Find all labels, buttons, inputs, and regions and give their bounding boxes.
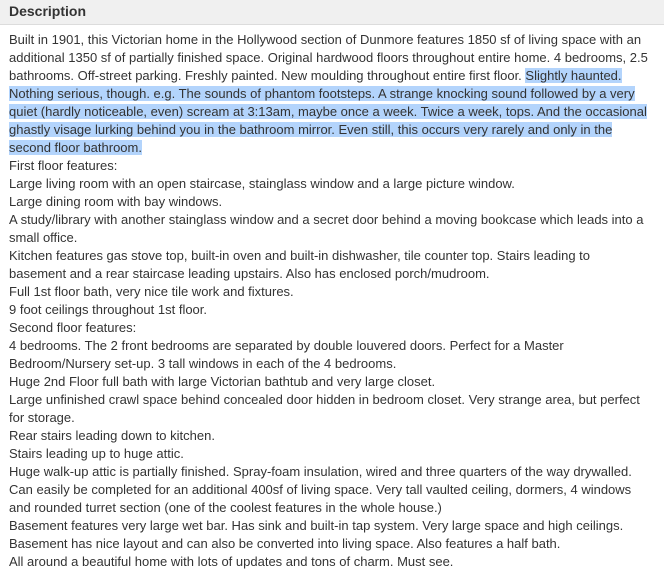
description-line: [9, 337, 661, 355]
description-line: [9, 175, 661, 193]
line-text: Full 1st floor bath, very nice tile work and fixtures.: [9, 284, 294, 299]
line-text: 4 bedrooms. The 2 front bedrooms are separated by double louvered doors. Perfect for a Master: [9, 338, 564, 353]
line-text: Basement features very large wet bar. Has sink and built-in tap system. Very large space and high ceilings.: [9, 518, 624, 533]
line-text: Basement has nice layout and can also be converted into living space. Also features a half bath.: [9, 536, 561, 551]
description-line: [9, 283, 661, 301]
selected-text: second floor bathroom.: [9, 140, 142, 155]
line-text: Stairs leading up to huge attic.: [9, 446, 184, 461]
description-line: [9, 103, 661, 121]
line-text: small office.: [9, 230, 78, 245]
line-text: Large dining room with bay windows.: [9, 194, 223, 209]
line-text: Large unfinished crawl space behind concealed door hidden in bedroom closet. Very strange area, but perfect: [9, 392, 640, 407]
description-line: [9, 427, 661, 445]
description-line: [9, 247, 661, 265]
section-header: [0, 0, 664, 25]
description-line: [9, 67, 661, 85]
description-line: [9, 445, 661, 463]
description-line: [9, 373, 661, 391]
description-line: [9, 157, 661, 175]
section-title: Description: [9, 3, 87, 19]
description-line: [9, 265, 661, 283]
line-text: All around a beautiful home with lots of updates and tons of charm. Must see.: [9, 554, 454, 569]
line-text: First floor features:: [9, 158, 118, 173]
description-line: [9, 85, 661, 103]
description-line: [9, 391, 661, 409]
description-line: [9, 481, 661, 499]
description-line: [9, 301, 661, 319]
selected-text: ghastly visage lurking behind you in the bathroom mirror. Even still, this occurs very rarely and only in the: [9, 122, 613, 137]
line-text: 9 foot ceilings throughout 1st floor.: [9, 302, 208, 317]
line-text: Rear stairs leading down to kitchen.: [9, 428, 215, 443]
description-line: [9, 463, 661, 481]
description-line: [9, 211, 661, 229]
line-text: Kitchen features gas stove top, built-in oven and built-in dishwasher, tile counter top. Stairs leading to: [9, 248, 591, 263]
line-text: Huge walk-up attic is partially finished. Spray-foam insulation, wired and three quarters of the way drywalled.: [9, 464, 632, 479]
description-line: [9, 553, 661, 571]
description-text[interactable]: [9, 31, 661, 571]
line-text: additional 1350 sf of partially finished space. Original hardwood floors throughout entire home. 4 bedrooms, 2.5: [9, 50, 648, 65]
selected-text: quiet (hardly noticeable, even) scream at 3:13am, maybe once a week. Twice a week, tops. And the occasional: [9, 104, 647, 119]
description-line: [9, 121, 661, 139]
description-line: [9, 139, 661, 157]
line-text: for storage.: [9, 410, 75, 425]
line-text: Can easily be completed for an additional 400sf of living space. Very tall vaulted ceiling, dormers, 4 windows: [9, 482, 632, 497]
line-text: and rounded turret section (one of the coolest features in the whole house.): [9, 500, 442, 515]
description-line: [9, 31, 661, 49]
description-line: [9, 193, 661, 211]
line-text: basement and a rear staircase leading upstairs. Also has enclosed porch/mudroom.: [9, 266, 490, 281]
line-text: Bedroom/Nursery set-up. 3 tall windows in each of the 4 bedrooms.: [9, 356, 397, 371]
description-line: [9, 535, 661, 553]
line-text: A study/library with another stainglass window and a secret door behind a moving bookcase which leads into a: [9, 212, 644, 227]
selected-text: Slightly haunted.: [525, 68, 622, 83]
line-text: Built in 1901, this Victorian home in the Hollywood section of Dunmore features 1850 sf of living space with an: [9, 32, 642, 47]
description-line: [9, 517, 661, 535]
line-text: bathrooms. Off-street parking. Freshly painted. New moulding throughout entire first floor.: [9, 68, 526, 83]
description-line: [9, 319, 661, 337]
description-line: [9, 49, 661, 67]
line-text: Large living room with an open staircase, stainglass window and a large picture window.: [9, 176, 515, 191]
line-text: Second floor features:: [9, 320, 137, 335]
description-line: [9, 229, 661, 247]
selected-text: Nothing serious, though. e.g. The sounds of phantom footsteps. A strange knocking sound followed by a very: [9, 86, 635, 101]
description-line: [9, 409, 661, 427]
description-line: [9, 499, 661, 517]
line-text: Huge 2nd Floor full bath with large Victorian bathtub and very large closet.: [9, 374, 436, 389]
description-line: [9, 355, 661, 373]
